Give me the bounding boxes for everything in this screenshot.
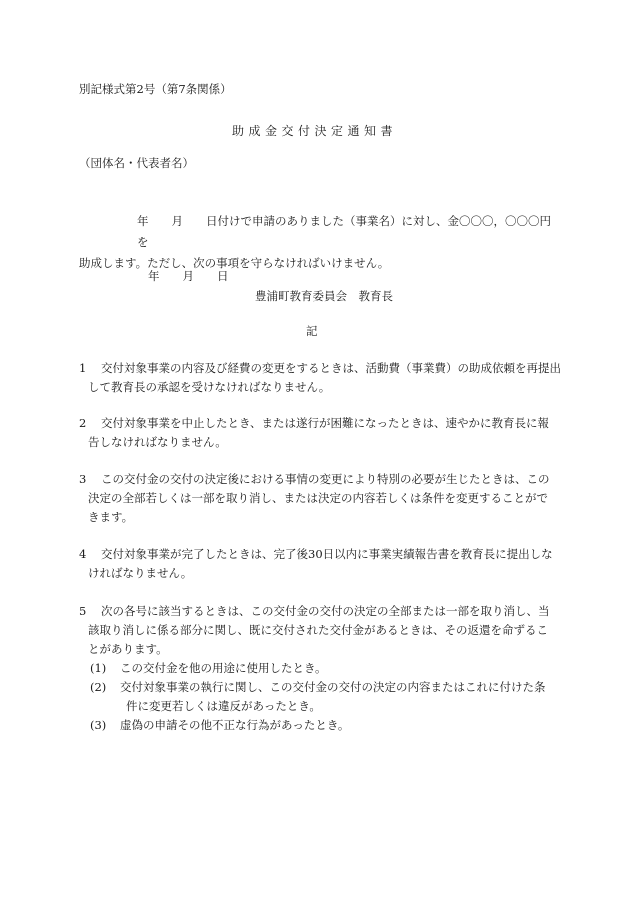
condition-text: 交付対象事業を中止したとき、または遂行が困難になったときは、速やかに教育長に報 xyxy=(101,416,550,430)
condition-line: きます。 xyxy=(88,510,134,524)
condition-line xyxy=(79,602,554,621)
body-line-2: 助成します。ただし、次の事項を守らなければいけません。 xyxy=(79,256,390,270)
condition-line: 決定の全部若しくは一部を取り消し、または決定の内容若しくは条件を変更することがで xyxy=(88,491,548,505)
sub-item-line xyxy=(90,659,550,678)
sub-item-line xyxy=(90,678,550,697)
document-title: 助成金交付決定通知書 xyxy=(232,124,398,138)
condition-line xyxy=(79,414,554,433)
sub-item-number: (2) xyxy=(90,680,107,694)
sub-item-3 xyxy=(90,716,550,735)
condition-line xyxy=(79,359,561,378)
form-label: 別記様式第2号（第7条関係） xyxy=(79,82,232,96)
condition-item-4 xyxy=(79,545,554,583)
condition-line: とがあります。 xyxy=(88,642,168,656)
condition-line: ければなりません。 xyxy=(88,566,193,580)
condition-line xyxy=(79,470,554,489)
date-line: 年 月 日 xyxy=(148,269,229,283)
condition-line xyxy=(79,545,554,564)
condition-number: 1 xyxy=(79,361,87,375)
condition-line: して教育長の承認を受けなければなりません。 xyxy=(88,380,331,394)
sub-item-2 xyxy=(90,678,550,716)
condition-line: 告しなければなりません。 xyxy=(88,435,227,449)
condition-item-2 xyxy=(79,414,554,452)
ki-heading: 記 xyxy=(306,324,318,338)
sub-item-number: (3) xyxy=(90,718,107,732)
sub-item-text: 虚偽の申請その他不正な行為があったとき。 xyxy=(120,718,350,732)
body-paragraph xyxy=(79,211,559,274)
sub-item-line: 件に変更若しくは違反があったとき。 xyxy=(126,699,321,713)
recipient-placeholder: （団体名・代表者名） xyxy=(79,156,194,170)
condition-item-5 xyxy=(79,602,554,659)
condition-item-3 xyxy=(79,470,554,527)
condition-text: この交付金の交付の決定後における事情の変更により特別の必要が生じたときは、この xyxy=(101,472,550,486)
body-line-1: 年 月 日付けで申請のありました（事業名）に対し、金〇〇〇，〇〇〇円を xyxy=(137,214,551,249)
condition-number: 3 xyxy=(79,472,87,486)
issuer: 豊浦町教育委員会 教育長 xyxy=(255,289,393,303)
condition-number: 2 xyxy=(79,416,87,430)
condition-item-1 xyxy=(79,359,561,397)
condition-line: 該取り消しに係る部分に関し、既に交付された交付金があるときは、その返還を命ずるこ xyxy=(88,623,548,637)
condition-text: 次の各号に該当するときは、この交付金の交付の決定の全部または一部を取り消し、当 xyxy=(101,604,550,618)
sub-item-number: (1) xyxy=(90,661,107,675)
sub-item-1 xyxy=(90,659,550,678)
condition-text: 交付対象事業が完了したときは、完了後30日以内に事業実績報告書を教育長に提出しな xyxy=(101,547,553,561)
sub-item-line xyxy=(90,716,550,735)
sub-item-text: 交付対象事業の執行に関し、この交付金の交付の決定の内容またはこれに付けた条 xyxy=(120,680,546,694)
condition-number: 5 xyxy=(79,604,87,618)
sub-item-text: この交付金を他の用途に使用したとき。 xyxy=(120,661,327,675)
condition-number: 4 xyxy=(79,547,87,561)
condition-text: 交付対象事業の内容及び経費の変更をするときは、活動費（事業費）の助成依頼を再提出 xyxy=(101,361,561,375)
